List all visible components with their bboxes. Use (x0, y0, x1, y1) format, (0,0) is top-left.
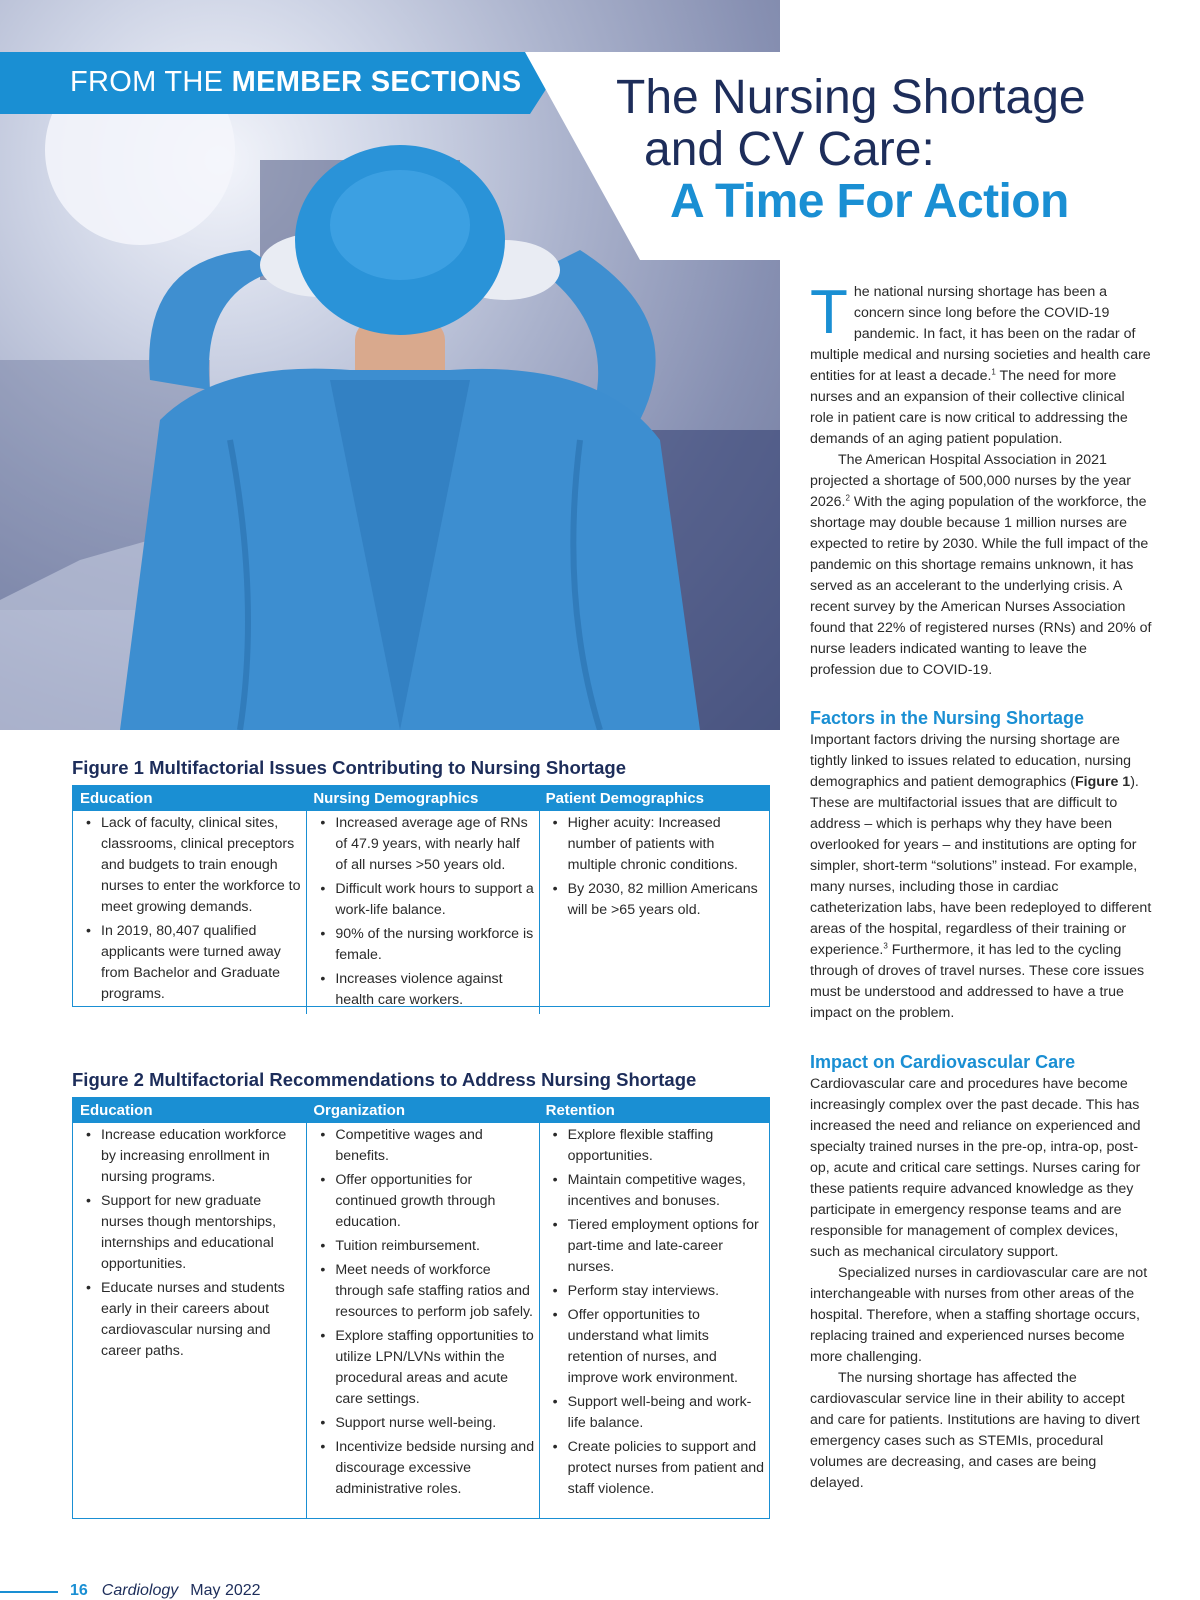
footer-rule (0, 1591, 58, 1593)
list-item: • Lack of faculty, clinical sites, classrooms, clinical preceptors and budgets to train enough nurses to enter the workforce to meet growing demands. (85, 813, 302, 918)
section-impact (810, 1050, 1152, 1494)
list-item: • Increases violence against health care workers. (319, 969, 534, 1011)
list-item: • Tuition reimbursement. (319, 1236, 534, 1257)
title-line-1: The Nursing Shortage (616, 71, 1086, 124)
drop-cap: T (810, 278, 848, 347)
section-factors (810, 706, 1152, 1024)
figure1-header-nursing: Nursing Demographics (313, 790, 479, 807)
figure1-header-education: Education (80, 790, 153, 807)
list-item: • Support nurse well-being. (319, 1413, 534, 1434)
article-intro (810, 278, 1152, 681)
list-item: • Difficult work hours to support a work-life balance. (319, 879, 534, 921)
figure2-table (72, 1097, 770, 1519)
title-line-3: A Time For Action (670, 175, 1069, 228)
figure1-col-patient (539, 811, 769, 1014)
list-item: • Higher acuity: Increased number of patients with multiple chronic conditions. (552, 813, 765, 876)
paragraph-factors: Important factors driving the nursing shortage are tightly linked to issues related to education, nursing demographics and patient demographics (Figure 1). These are multifactorial issues that are difficult to address – which is perhaps why they have been overlooked for years – and institutions are opting for simpler, short-term “solutions” instead. For example, many nurses, including those in cardiac catheterization labs, have been redeployed to different areas of the hospital, regardless of their training or experience.$^3$ Furthermore, it has led to the cycling through of droves of travel nurses. These core issues must be understood and addressed to have a true impact on the problem. (810, 732, 1152, 1021)
figure2-header-retention: Retention (545, 1102, 615, 1119)
figure2-title: Figure 2 Multifactorial Recommendations to Address Nursing Shortage (72, 1069, 697, 1090)
figure1-table (72, 785, 770, 1007)
list-item: • Explore flexible staffing opportunities. (552, 1125, 765, 1167)
figure2-header-organization: Organization (313, 1102, 405, 1119)
intro-paragraph: The national nursing shortage has been a concern since long before the COVID-19 pandemic. In fact, it has been on the radar of multiple medical and nursing societies and health care entities for at least a decade.$^1$ The need for more nurses and an expansion of their collective clinical role in patient care is now critical to addressing the demands of an aging patient population. (810, 278, 1151, 447)
paragraph-impact-1: Cardiovascular care and procedures have become increasingly complex over the past decade. This has increased the need and reliance on experienced and specialty trained nurses in the pre-op, intra-op, post-op, acute and critical care settings. Nurses caring for these patients require advanced knowledge as they participate in emergency response teams and are responsible for management of complex devices, such as mechanical circulatory support. (810, 1076, 1141, 1260)
figure2-header-education: Education (80, 1102, 153, 1119)
page-footer (70, 1582, 261, 1600)
heading-impact: Impact on Cardiovascular Care (810, 1052, 1076, 1072)
list-item: • By 2030, 82 million Americans will be >65 years old. (552, 879, 765, 921)
figure2-header-row (73, 1098, 769, 1123)
list-item: • 90% of the nursing workforce is female. (319, 924, 534, 966)
figure1-header-patient: Patient Demographics (545, 790, 705, 807)
list-item: • Offer opportunities for continued growth through education. (319, 1170, 534, 1233)
paragraph-impact-3: The nursing shortage has affected the cardiovascular service line in their ability to accept and care for patients. Institutions are having to divert emergency cases such as STEMIs, procedural volumes are decreasing, and cases are being delayed. (810, 1370, 1140, 1491)
issue-date: May 2022 (190, 1582, 261, 1599)
list-item: • Increase education workforce by increasing enrollment in nursing programs. (85, 1125, 302, 1188)
figure1-col-education (73, 811, 306, 1014)
magazine-name: Cardiology (101, 1582, 179, 1599)
figure2-col-organization (306, 1123, 538, 1518)
figure2-col-education (73, 1123, 306, 1518)
list-item: • In 2019, 80,407 qualified applicants were turned away from Bachelor and Graduate programs. (85, 921, 302, 1005)
list-item: • Competitive wages and benefits. (319, 1125, 534, 1167)
paragraph-aha: The American Hospital Association in 2021 projected a shortage of 500,000 nurses by the year 2026.$^2$ With the aging population of the workforce, the shortage may double because 1 million nurses are expected to retire by 2030. While the full impact of the pandemic on this shortage remains unknown, it has served as an accelerant to the underlying crisis. A recent survey by the American Nurses Association found that 22% of registered nurses (RNs) and 20% of nurse leaders indicated wanting to leave the profession due to COVID-19. (810, 452, 1152, 678)
list-item: • Support for new graduate nurses though mentorships, internships and educational opportunities. (85, 1191, 302, 1275)
list-item: • Perform stay interviews. (552, 1281, 765, 1302)
page-number: 16 (70, 1582, 88, 1599)
list-item: • Meet needs of workforce through safe staffing ratios and resources to perform job safely. (319, 1260, 534, 1323)
list-item: • Maintain competitive wages, incentives and bonuses. (552, 1170, 765, 1212)
list-item: • Create policies to support and protect nurses from patient and staff violence. (552, 1437, 765, 1500)
heading-factors: Factors in the Nursing Shortage (810, 708, 1085, 728)
list-item: • Explore staffing opportunities to utilize LPN/LVNs within the procedural areas and acute care settings. (319, 1326, 534, 1410)
paragraph-impact-2: Specialized nurses in cardiovascular care are not interchangeable with nurses from other areas of the hospital. Therefore, when a staffing shortage occurs, replacing trained and experienced nurses become more challenging. (810, 1265, 1148, 1365)
section-label: FROM THE MEMBER SECTIONS (70, 66, 522, 98)
list-item: • Increased average age of RNs of 47.9 years, with nearly half of all nurses >50 years old. (319, 813, 534, 876)
list-item: • Support well-being and work-life balance. (552, 1392, 765, 1434)
list-item: • Incentivize bedside nursing and discourage excessive administrative roles. (319, 1437, 534, 1500)
list-item: • Tiered employment options for part-time and late-career nurses. (552, 1215, 765, 1278)
figure1-col-nursing (306, 811, 538, 1014)
figure2-col-retention (539, 1123, 769, 1518)
list-item: • Educate nurses and students early in their careers about cardiovascular nursing and career paths. (85, 1278, 302, 1362)
title-line-2: and CV Care: (644, 123, 935, 176)
figure1-header-row (73, 786, 769, 811)
figure1-title: Figure 1 Multifactorial Issues Contributing to Nursing Shortage (72, 757, 627, 778)
list-item: • Offer opportunities to understand what limits retention of nurses, and improve work environment. (552, 1305, 765, 1389)
